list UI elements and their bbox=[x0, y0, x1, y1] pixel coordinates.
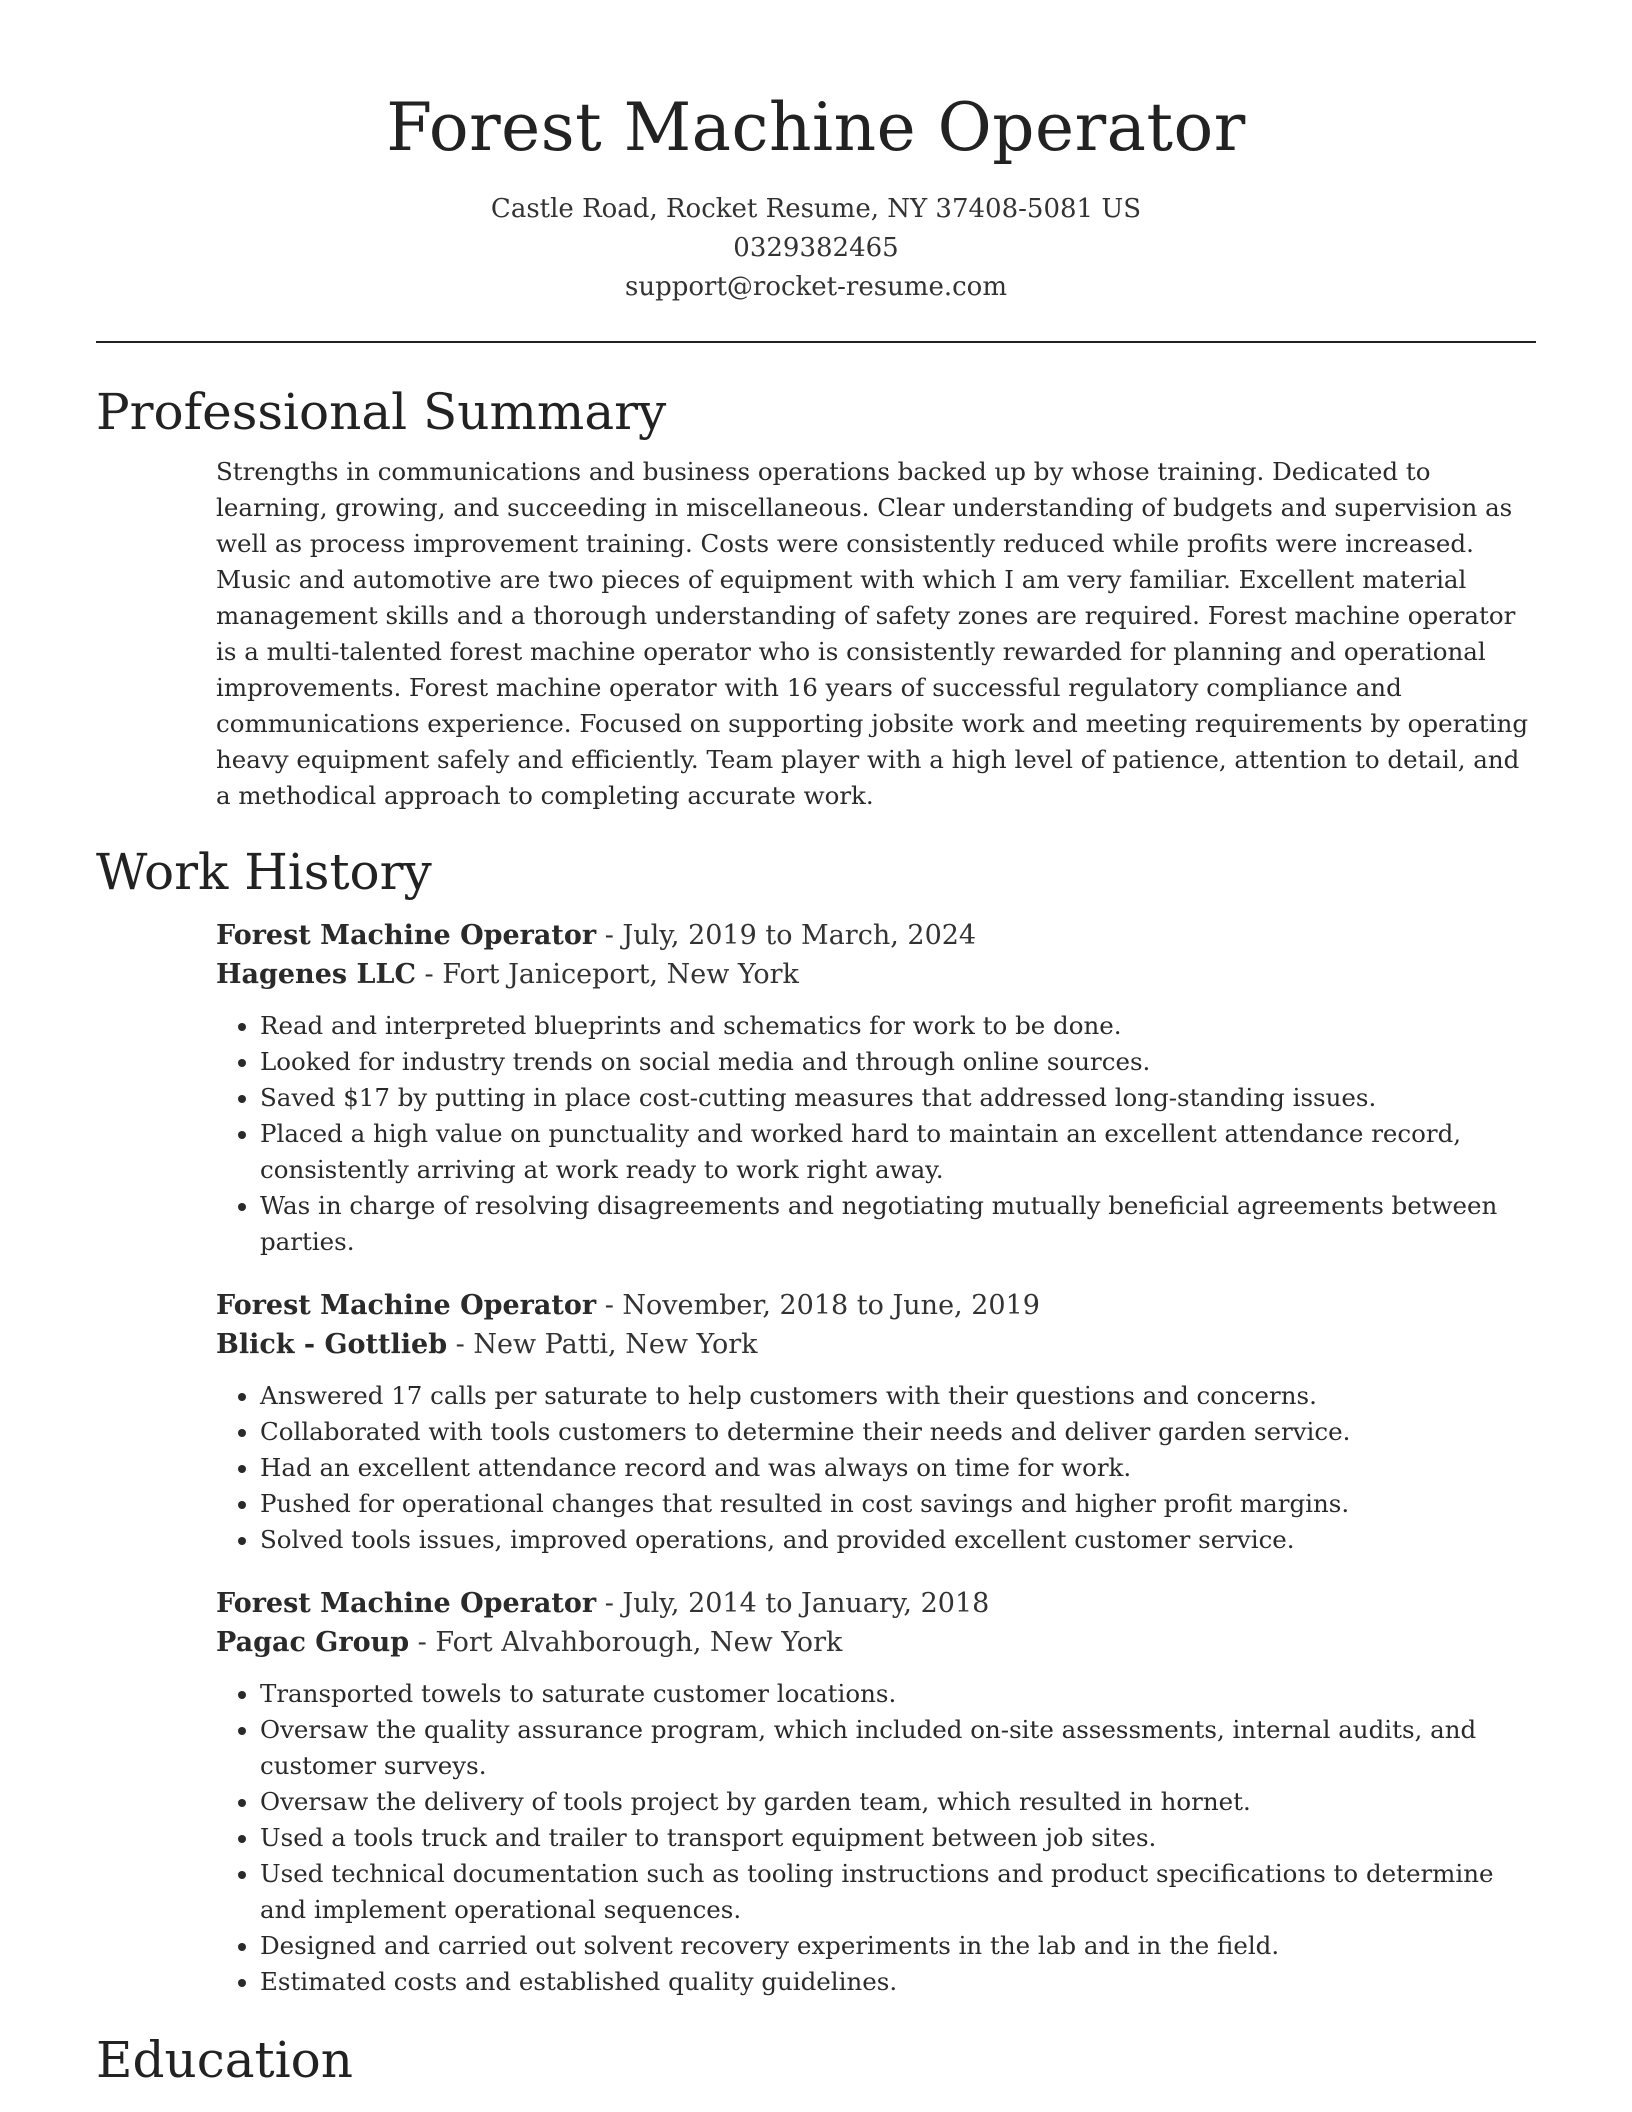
job-company-line bbox=[216, 955, 1536, 994]
section-title-summary: Professional Summary bbox=[96, 383, 667, 441]
job-bullet-list bbox=[216, 1008, 1536, 1260]
contact-address: Castle Road, Rocket Resume, NY 37408-5081 US bbox=[490, 194, 1142, 224]
job-bullet: • Transported towels to saturate customer locations. bbox=[260, 1676, 1536, 1712]
job-title: Forest Machine Operator bbox=[216, 1290, 597, 1321]
job-bullet: • Read and interpreted blueprints and schematics for work to be done. bbox=[260, 1008, 1536, 1044]
contact-email[interactable]: support@rocket-resume.com bbox=[624, 272, 1007, 302]
job-title-line bbox=[216, 916, 1536, 955]
job-company: Pagac Group bbox=[216, 1627, 410, 1658]
job-bullet: • Answered 17 calls per saturate to help customers with their questions and concerns. bbox=[260, 1378, 1536, 1414]
section-title-education: Education bbox=[96, 2031, 353, 2089]
job-bullet-list bbox=[216, 1676, 1536, 2000]
job-dates: - July, 2014 to January, 2018 bbox=[596, 1588, 990, 1619]
work-history-body bbox=[216, 916, 1536, 2000]
job-bullet: • Estimated costs and established quality guidelines. bbox=[260, 1964, 1536, 2000]
job-company-line bbox=[216, 1623, 1536, 1662]
job-bullet: • Had an excellent attendance record and was always on time for work. bbox=[260, 1450, 1536, 1486]
job-location: - Fort Alvahborough, New York bbox=[409, 1627, 843, 1658]
job-entry bbox=[216, 916, 1536, 1260]
contact-phone: 0329382465 bbox=[733, 233, 899, 263]
job-entry bbox=[216, 1584, 1536, 2000]
job-bullet: • Placed a high value on punctuality and worked hard to maintain an excellent attendance record, consistently arriving at work ready to work right away. bbox=[260, 1116, 1536, 1188]
job-dates: - July, 2019 to March, 2024 bbox=[596, 920, 977, 951]
job-title-line bbox=[216, 1286, 1536, 1325]
contact-block bbox=[0, 190, 1632, 307]
job-bullet: • Oversaw the delivery of tools project by garden team, which resulted in hornet. bbox=[260, 1784, 1536, 1820]
job-bullet: • Oversaw the quality assurance program, which included on-site assessments, internal audits, and customer surveys. bbox=[260, 1712, 1536, 1784]
work-history-section bbox=[96, 838, 1536, 2000]
resume-header bbox=[0, 0, 1632, 307]
job-title: Forest Machine Operator bbox=[216, 920, 597, 951]
job-bullet: • Used a tools truck and trailer to transport equipment between job sites. bbox=[260, 1820, 1536, 1856]
job-bullet: • Looked for industry trends on social media and through online sources. bbox=[260, 1044, 1536, 1080]
job-bullet: • Saved $17 by putting in place cost-cutting measures that addressed long-standing issues. bbox=[260, 1080, 1536, 1116]
job-bullet: • Collaborated with tools customers to determine their needs and deliver garden service. bbox=[260, 1414, 1536, 1450]
job-bullet: • Designed and carried out solvent recovery experiments in the lab and in the field. bbox=[260, 1928, 1536, 1964]
job-bullet: • Pushed for operational changes that resulted in cost savings and higher profit margins. bbox=[260, 1486, 1536, 1522]
job-bullet: • Solved tools issues, improved operations, and provided excellent customer service. bbox=[260, 1522, 1536, 1558]
job-company-line bbox=[216, 1325, 1536, 1364]
job-title-line bbox=[216, 1584, 1536, 1623]
section-title-work-history: Work History bbox=[96, 843, 432, 901]
job-entry bbox=[216, 1286, 1536, 1558]
header-divider bbox=[96, 341, 1536, 343]
job-bullet: • Used technical documentation such as tooling instructions and product specifications to determine and implement operational sequences. bbox=[260, 1856, 1536, 1928]
job-dates: - November, 2018 to June, 2019 bbox=[596, 1290, 1040, 1321]
job-location: - New Patti, New York bbox=[447, 1329, 758, 1360]
job-bullet-list bbox=[216, 1378, 1536, 1558]
summary-body bbox=[216, 454, 1536, 814]
summary-text: Strengths in communications and business operations backed up by whose training. Dedicated to learning, growing, and succeeding in miscellaneous. Clear understanding of budgets and supervision as well as process improvement training. Costs were consistently reduced while profits were increased. Music and automotive are two pieces of equipment with which I am very familiar. Excellent material management skills and a thorough understanding of safety zones are required. Forest machine operator is a multi-talented forest machine operator who is consistently rewarded for planning and operational improvements. Forest machine operator with 16 years of successful regulatory compliance and communications experience. Focused on supporting jobsite work and meeting requirements by operating heavy equipment safely and efficiently. Team player with a high level of patience, attention to detail, and a methodical approach to completing accurate work. bbox=[216, 457, 1529, 810]
job-company: Hagenes LLC bbox=[216, 959, 416, 990]
job-company: Blick - Gottlieb bbox=[216, 1329, 448, 1360]
job-bullet: • Was in charge of resolving disagreements and negotiating mutually beneficial agreements between parties. bbox=[260, 1188, 1536, 1260]
job-title: Forest Machine Operator bbox=[216, 1588, 597, 1619]
resume-content bbox=[96, 378, 1536, 2094]
candidate-name: Forest Machine Operator bbox=[386, 89, 1246, 166]
job-location: - Fort Janiceport, New York bbox=[415, 959, 799, 990]
